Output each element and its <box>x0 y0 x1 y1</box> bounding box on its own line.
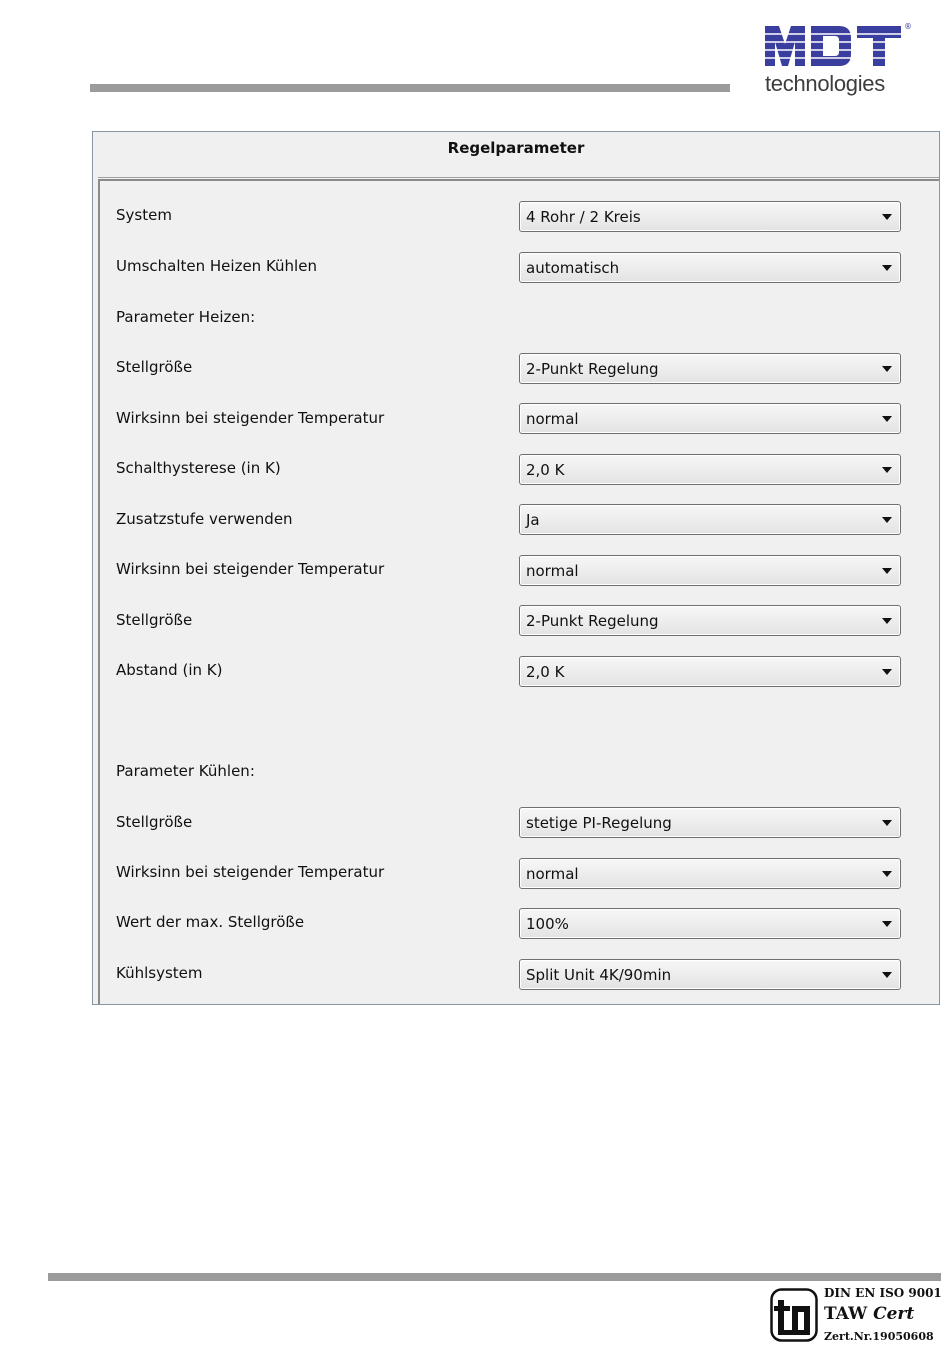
chevron-down-icon <box>882 669 892 675</box>
label-zusatzstufe: Zusatzstufe verwenden <box>116 510 293 528</box>
mdt-logo-mark <box>763 22 903 70</box>
registered-mark: ® <box>904 22 912 31</box>
dropdown-value: 2,0 K <box>526 663 565 681</box>
mdt-logo <box>763 22 913 102</box>
regelparameter-dialog <box>92 131 940 1005</box>
dropdown-value: 100% <box>526 915 569 933</box>
logo-subtitle: technologies <box>765 71 885 96</box>
chevron-down-icon <box>882 871 892 877</box>
dropdown-stellgroesse-zusatzstufe[interactable] <box>519 605 901 636</box>
dropdown-value: 2-Punkt Regelung <box>526 360 659 378</box>
dropdown-umschalten[interactable] <box>519 252 901 283</box>
section-heading-heizen: Parameter Heizen: <box>116 308 256 326</box>
label-system: System <box>116 206 172 224</box>
title-separator <box>98 177 939 178</box>
dropdown-wirksinn-zusatzstufe[interactable] <box>519 555 901 586</box>
header-rule <box>90 84 730 92</box>
dropdown-abstand[interactable] <box>519 656 901 687</box>
label-abstand: Abstand (in K) <box>116 661 223 679</box>
label-stellgroesse-heizen: Stellgröße <box>116 358 193 376</box>
label-stellgroesse-kuehlen: Stellgröße <box>116 813 193 831</box>
cert-number: Zert.Nr.19050608 <box>824 1330 934 1343</box>
label-wirksinn-heizen: Wirksinn bei steigender Temperatur <box>116 409 385 427</box>
chevron-down-icon <box>882 517 892 523</box>
chevron-down-icon <box>882 214 892 220</box>
label-kuehlsystem: Kühlsystem <box>116 964 203 982</box>
dropdown-schalthysterese[interactable] <box>519 454 901 485</box>
dropdown-wirksinn-heizen[interactable] <box>519 403 901 434</box>
label-wirksinn-zusatzstufe: Wirksinn bei steigender Temperatur <box>116 560 385 578</box>
label-schalthysterese: Schalthysterese (in K) <box>116 459 281 477</box>
label-umschalten: Umschalten Heizen Kühlen <box>116 257 317 275</box>
dropdown-value: normal <box>526 865 579 883</box>
dropdown-stellgroesse-kuehlen[interactable] <box>519 807 901 838</box>
dropdown-max-stellgroesse[interactable] <box>519 908 901 939</box>
label-stellgroesse-zusatzstufe: Stellgröße <box>116 611 193 629</box>
taw-cert-logo-icon <box>770 1288 818 1342</box>
cert-name-taw: TAW <box>824 1304 874 1324</box>
dropdown-system[interactable] <box>519 201 901 232</box>
label-max-stellgroesse: Wert der max. Stellgröße <box>116 913 305 931</box>
cert-standard: DIN EN ISO 9001 <box>824 1286 942 1300</box>
dropdown-value: automatisch <box>526 259 620 277</box>
dropdown-value: 4 Rohr / 2 Kreis <box>526 208 641 226</box>
dropdown-kuehlsystem[interactable] <box>519 959 901 990</box>
dialog-title: Regelparameter <box>447 139 585 157</box>
chevron-down-icon <box>882 820 892 826</box>
footer-rule <box>48 1273 941 1281</box>
chevron-down-icon <box>882 366 892 372</box>
dropdown-value: Ja <box>526 511 540 529</box>
dropdown-value: normal <box>526 410 579 428</box>
cert-name-cert: Cert <box>873 1304 915 1324</box>
dropdown-stellgroesse-heizen[interactable] <box>519 353 901 384</box>
dropdown-value: Split Unit 4K/90min <box>526 966 672 984</box>
chevron-down-icon <box>882 921 892 927</box>
chevron-down-icon <box>882 618 892 624</box>
chevron-down-icon <box>882 568 892 574</box>
section-heading-kuehlen: Parameter Kühlen: <box>116 762 255 780</box>
dropdown-value: normal <box>526 562 579 580</box>
dropdown-value: 2-Punkt Regelung <box>526 612 659 630</box>
certification-badge <box>770 1286 945 1346</box>
chevron-down-icon <box>882 972 892 978</box>
dropdown-wirksinn-kuehlen[interactable] <box>519 858 901 889</box>
chevron-down-icon <box>882 416 892 422</box>
dropdown-zusatzstufe[interactable] <box>519 504 901 535</box>
label-wirksinn-kuehlen: Wirksinn bei steigender Temperatur <box>116 863 385 881</box>
chevron-down-icon <box>882 467 892 473</box>
cert-name <box>824 1304 914 1324</box>
dropdown-value: stetige PI-Regelung <box>526 814 672 832</box>
parameter-panel <box>98 179 939 1004</box>
chevron-down-icon <box>882 265 892 271</box>
dropdown-value: 2,0 K <box>526 461 565 479</box>
